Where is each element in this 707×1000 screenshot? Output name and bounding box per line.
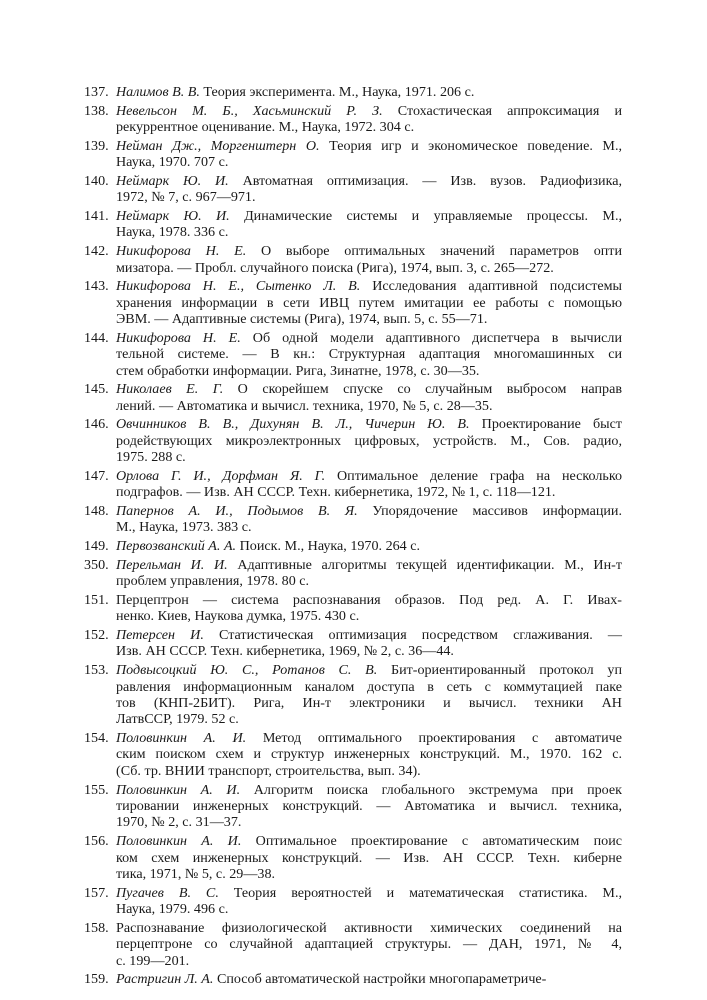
reference-line (116, 573, 622, 589)
reference-item (84, 416, 622, 465)
reference-text: Теория вероятностей и математическая статистика. М., (218, 884, 622, 901)
reference-authors: Николаев Е. Г. (116, 381, 224, 398)
reference-text: 1970, № 2, с. 31—37. (116, 814, 242, 831)
reference-line (116, 138, 622, 154)
reference-authors: Никифорова Н. Е., Сытенко Л. В. (116, 278, 361, 295)
reference-line (116, 416, 622, 432)
reference-item (84, 468, 622, 501)
reference-text: тировании инженерных конструкций. — Автоматика и вычисл. техника, (116, 798, 622, 814)
reference-text: Упорядочение массивов информации. (357, 503, 623, 520)
reference-line (116, 243, 622, 259)
reference-text: Поиск. М., Наука, 1970. 264 с. (236, 538, 421, 555)
reference-line (116, 920, 622, 936)
reference-number: 350. (84, 556, 109, 573)
reference-line (116, 381, 622, 397)
reference-line (116, 798, 622, 814)
reference-line (116, 953, 622, 969)
reference-item (84, 243, 622, 276)
reference-text: Алгоритм поиска глобального экстремума при проек (240, 781, 622, 798)
reference-item (84, 782, 622, 831)
reference-text: Оптимальное деление графа на несколько (325, 467, 622, 484)
reference-number: 156. (84, 833, 109, 850)
reference-text: Оптимальное проектирование с автоматическим поис (241, 833, 622, 850)
reference-line (116, 763, 622, 779)
reference-text: подграфов. — Изв. АН СССР. Техн. кибернетика, 1972, № 1, с. 118—121. (116, 484, 556, 501)
reference-line (116, 173, 622, 189)
reference-line (116, 782, 622, 798)
reference-item (84, 84, 622, 100)
reference-text: Метод оптимального проектирования с автоматиче (246, 730, 622, 747)
reference-line (116, 814, 622, 830)
reference-authors: Никифорова Н. Е. (116, 329, 241, 346)
reference-text: Наука, 1978. 336 с. (116, 224, 229, 241)
reference-number: 151. (84, 591, 109, 608)
reference-text: равления информационным каналом доступа в сеть с коммутацией паке (116, 678, 622, 695)
reference-line (116, 278, 622, 294)
reference-text: Теория эксперимента. М., Наука, 1971. 206 с. (199, 84, 475, 100)
reference-line (116, 433, 622, 449)
reference-authors: Овчинников В. В., Дихунян В. Л., Чичерин Ю. В. (116, 416, 470, 433)
reference-line (116, 311, 622, 327)
reference-text: Бит-ориентированный протокол уп (377, 662, 622, 679)
reference-text: Изв. АН СССР. Техн. кибернетика, 1969, № 2, с. 36—44. (116, 643, 454, 660)
reference-item (84, 538, 622, 554)
reference-line (116, 627, 622, 643)
reference-number: 141. (84, 208, 109, 225)
reference-text: хранения информации в сети ИВЦ путем имитации ее работы с помощью (116, 294, 622, 311)
reference-line (116, 224, 622, 240)
reference-number: 143. (84, 278, 109, 295)
reference-line (116, 260, 622, 276)
reference-text: тика, 1971, № 5, с. 29—38. (116, 865, 276, 882)
reference-line (116, 295, 622, 311)
reference-line (116, 503, 622, 519)
reference-line (116, 695, 622, 711)
reference-line (116, 154, 622, 170)
reference-line (116, 850, 622, 866)
reference-text: Об одной модели адаптивного диспетчера в вычисли (240, 329, 622, 346)
reference-authors: Перельман И. И. (116, 556, 228, 573)
reference-number: 148. (84, 503, 109, 520)
reference-number: 147. (84, 467, 109, 484)
reference-text: Проектирование быст (469, 416, 622, 433)
reference-authors: Половинкин А. И. (116, 730, 247, 747)
reference-number: 139. (84, 137, 109, 154)
reference-authors: Никифорова Н. Е. (116, 243, 247, 260)
reference-text: Перцептрон — система распознавания образов. Под ред. А. Г. Ивах- (116, 591, 622, 608)
reference-line (116, 662, 622, 678)
reference-item (84, 592, 622, 625)
reference-authors: Нейман Дж., Моргенштерн О. (116, 137, 320, 154)
reference-item (84, 833, 622, 882)
reference-line (116, 449, 622, 465)
reference-text: проблем управления, 1978. 80 с. (116, 573, 310, 590)
reference-text: с. 199—201. (116, 952, 190, 969)
reference-item (84, 138, 622, 171)
reference-text: (Сб. тр. ВНИИ транспорт, строительства, вып. 34). (116, 762, 421, 779)
reference-line (116, 885, 622, 901)
reference-line (116, 330, 622, 346)
reference-item (84, 381, 622, 414)
reference-text: Наука, 1979. 496 с. (116, 901, 229, 918)
reference-line (116, 363, 622, 379)
reference-item (84, 208, 622, 241)
reference-authors: Половинкин А. И. (116, 781, 241, 798)
reference-item (84, 173, 622, 206)
reference-text: Теория игр и экономическое поведение. М., (319, 137, 622, 154)
reference-number: 159. (84, 971, 109, 988)
reference-text: Наука, 1970. 707 с. (116, 154, 229, 171)
reference-authors: Половинкин А. И. (116, 833, 242, 850)
reference-line (116, 103, 622, 119)
reference-line (116, 189, 622, 205)
reference-item (84, 730, 622, 779)
reference-text: мизатора. — Пробл. случайного поиска (Рига), 1974, вып. 3, с. 265—272. (116, 259, 554, 276)
reference-text: перцептроне со случайной адаптацией структуры. — ДАН, 1971, № 4, (116, 936, 622, 953)
reference-number: 138. (84, 102, 109, 119)
reference-item (84, 278, 622, 327)
reference-number: 157. (84, 884, 109, 901)
reference-authors: Орлова Г. И., Дорфман Я. Г. (116, 467, 326, 484)
reference-line (116, 557, 622, 573)
reference-line (116, 468, 622, 484)
reference-text: родействующих микроэлектронных цифровых, устройств. М., Сов. радио, (116, 432, 622, 449)
reference-text: 1975. 288 с. (116, 449, 186, 466)
reference-item (84, 503, 622, 536)
reference-item (84, 627, 622, 660)
reference-line (116, 711, 622, 727)
reference-text: О выборе оптимальных значений параметров опти (246, 243, 622, 260)
reference-number: 144. (84, 329, 109, 346)
reference-authors: Подвысоцкий Ю. С., Ротанов С. В. (116, 662, 378, 679)
reference-line (116, 208, 622, 224)
reference-authors: Растригин Л. А. (116, 971, 214, 988)
reference-item (84, 885, 622, 918)
reference-text: Динамические системы и управляемые процессы. М., (229, 208, 622, 225)
reference-text: Автоматная оптимизация. — Изв. вузов. Радиофизика, (228, 172, 622, 189)
reference-number: 154. (84, 730, 109, 747)
reference-number: 153. (84, 662, 109, 679)
reference-text: Способ автоматической настройки многопараметриче- (213, 971, 547, 988)
reference-authors: Налимов В. В. (116, 84, 200, 100)
reference-line (116, 538, 622, 554)
reference-line (116, 519, 622, 535)
reference-line (116, 643, 622, 659)
reference-line (116, 971, 622, 987)
reference-text: Стохастическая аппроксимация и (382, 102, 622, 119)
reference-authors: Папернов А. И., Подымов В. Я. (116, 503, 358, 520)
reference-text: рекуррентное оценивание. М., Наука, 1972. 304 с. (116, 119, 415, 136)
reference-text: О скорейшем спуске со случайным выбросом направ (223, 381, 622, 398)
reference-text: ЛатвССР, 1979. 52 с. (116, 711, 239, 728)
reference-line (116, 346, 622, 362)
reference-text: Адаптивные алгоритмы текущей идентификации. М., Ин-т (227, 556, 622, 573)
reference-text: Распознавание физиологической активности химических соединений на (116, 919, 622, 936)
reference-text: Статистическая оптимизация посредством сглаживания. — (203, 627, 622, 644)
reference-item (84, 103, 622, 136)
reference-text: тов (КНП-2БИТ). Рига, Ин-т электроники и вычисл. техники АН (116, 694, 622, 711)
reference-text: Исследования адаптивной подсистемы (360, 278, 623, 295)
reference-list (84, 84, 622, 990)
reference-item (84, 330, 622, 379)
reference-line (116, 84, 622, 100)
reference-item (84, 971, 622, 987)
reference-line (116, 119, 622, 135)
reference-text: лений. — Автоматика и вычисл. техника, 1970, № 5, с. 28—35. (116, 397, 493, 414)
reference-line (116, 730, 622, 746)
reference-number: 149. (84, 538, 109, 555)
reference-line (116, 746, 622, 762)
reference-item (84, 920, 622, 969)
reference-line (116, 936, 622, 952)
reference-number: 137. (84, 84, 109, 100)
reference-number: 155. (84, 781, 109, 798)
reference-number: 142. (84, 243, 109, 260)
reference-line (116, 608, 622, 624)
reference-authors: Первозванский А. А. (116, 538, 237, 555)
reference-line (116, 679, 622, 695)
reference-text: стем обработки информации. Рига, Зинатне, 1978, с. 30—35. (116, 362, 480, 379)
reference-text: М., Наука, 1973. 383 с. (116, 519, 252, 536)
reference-authors: Неймарк Ю. И. (116, 172, 229, 189)
reference-text: тельной системе. — В кн.: Структурная адаптация многомашинных си (116, 346, 622, 363)
reference-text: 1972, № 7, с. 967—971. (116, 189, 256, 206)
reference-number: 145. (84, 381, 109, 398)
reference-line (116, 866, 622, 882)
reference-text: ЭВМ. — Адаптивные системы (Рига), 1974, вып. 5, с. 55—71. (116, 311, 488, 328)
reference-text: ком схем инженерных конструкций. — Изв. АН СССР. Техн. киберне (116, 849, 622, 866)
reference-authors: Невельсон М. Б., Хасьминский Р. З. (116, 102, 383, 119)
reference-authors: Пугачев В. С. (116, 884, 219, 901)
reference-line (116, 901, 622, 917)
reference-line (116, 833, 622, 849)
reference-text: ским поиском схем и структур инженерных конструкций. М., 1970. 162 с. (116, 746, 622, 763)
reference-item (84, 557, 622, 590)
reference-text: ненко. Киев, Наукова думка, 1975. 430 с. (116, 608, 360, 625)
reference-authors: Петерсен И. (116, 627, 204, 644)
reference-line (116, 484, 622, 500)
reference-authors: Неймарк Ю. И. (116, 208, 230, 225)
reference-number: 140. (84, 172, 109, 189)
reference-line (116, 592, 622, 608)
reference-item (84, 662, 622, 728)
reference-number: 152. (84, 627, 109, 644)
reference-line (116, 398, 622, 414)
reference-number: 146. (84, 416, 109, 433)
reference-number: 158. (84, 919, 109, 936)
